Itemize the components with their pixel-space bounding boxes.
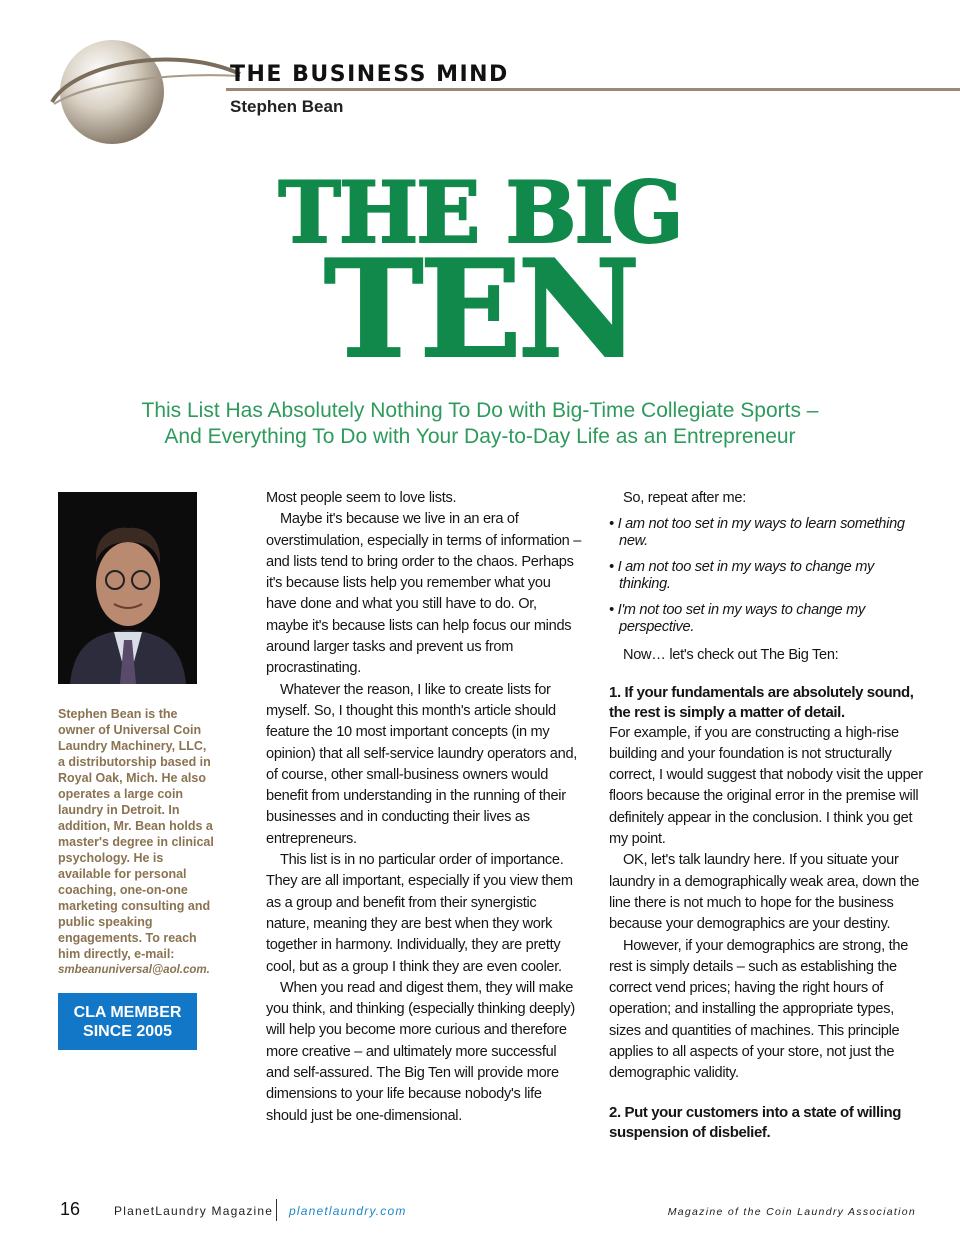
footer-divider bbox=[276, 1199, 277, 1221]
subtitle-line1: This List Has Absolutely Nothing To Do with Big-Time Collegiate Sports – bbox=[141, 399, 819, 422]
bullet-item: • I am not too set in my ways to change my thinking. bbox=[609, 559, 875, 593]
bio-text: Stephen Bean is the owner of Universal Coin Laundry Machinery, LLC, a distributorship based in Royal Oak, Mich. He also operates a large coin laundry in Detroit. In addition, Mr. Bean holds a master's degree in clinical psychology. He is available for personal coaching, one-on-one marketing consulting and public speaking engagements. To reach him directly, e-mail: bbox=[58, 707, 214, 961]
author-byline: Stephen Bean bbox=[230, 97, 344, 116]
point-2-heading: 2. Put your customers into a state of willing suspension of disbelief. bbox=[609, 1103, 902, 1141]
paragraph: This list is in no particular order of importance. They are all important, especially if you view them as a group and benefit from their synergistic nature, meaning they are best when they work together in harmony. Individually, they are pretty cool, but as a group I think they are even cooler. bbox=[266, 852, 573, 975]
article-subtitle bbox=[60, 398, 900, 450]
paragraph: Most people seem to love lists. bbox=[266, 490, 457, 506]
footer-magazine-name: PlanetLaundry Magazine bbox=[114, 1204, 274, 1218]
point-1-heading: 1. If your fundamentals are absolutely sound, the rest is simply a matter of detail. bbox=[609, 683, 914, 721]
badge-line2: SINCE 2005 bbox=[83, 1022, 172, 1040]
bullet-item: • I am not too set in my ways to learn something new. bbox=[609, 516, 905, 550]
footer-association: Magazine of the Coin Laundry Association bbox=[667, 1206, 916, 1218]
page-number: 16 bbox=[60, 1199, 81, 1219]
paragraph: OK, let's talk laundry here. If you situate your laundry in a demographically weak area, down the line there is not much to hope for the business because your demographics are your destiny. bbox=[609, 852, 920, 933]
section-title: THE BUSINESS MIND bbox=[230, 62, 509, 87]
author-bio bbox=[58, 706, 216, 978]
body-column-middle bbox=[266, 488, 582, 1127]
cla-member-badge bbox=[58, 993, 197, 1050]
bio-email[interactable]: smbeanuniversal@aol.com. bbox=[58, 964, 210, 976]
paragraph: Maybe it's because we live in an era of overstimulation, especially in terms of information – and lists tend to bring order to the chaos. Perhaps it's because lists help you remember what you have done and what you still have to do. Or, maybe it's because lists can help focus our minds around larger tasks and prevent us from procrastinating. bbox=[266, 511, 582, 677]
bullet-item: • I'm not too set in my ways to change my perspective. bbox=[609, 602, 865, 636]
header-rule bbox=[226, 88, 960, 91]
badge-line1: CLA MEMBER bbox=[73, 1003, 182, 1021]
paragraph: For example, if you are constructing a high-rise building and your foundation is not structurally correct, I would suggest that nobody visit the upper floors because the original error in the premise will definitely appear in the conclusion. I think you get my point. bbox=[609, 724, 923, 848]
paragraph: Whatever the reason, I like to create lists for myself. So, I thought this month's article should feature the 10 most important concepts (in my opinion) that all self-service laundry operators and, of course, other small-business owners would benefit from understanding in the running of their businesses and in conducting their lives as entrepreneurs. bbox=[266, 681, 578, 847]
footer-url-link[interactable]: planetlaundry.com bbox=[289, 1204, 407, 1218]
paragraph: However, if your demographics are strong, the rest is simply details – such as establishing the correct vend prices; having the right hours of operation; and installing the appropriate types, sizes and quantities of machines. This principle applies to all aspects of your store, not just the demographic validity. bbox=[609, 937, 909, 1082]
article-title-line2: TEN bbox=[323, 230, 637, 388]
body-column-right bbox=[609, 488, 927, 1143]
planet-logo-icon bbox=[44, 24, 244, 154]
subtitle-line2: And Everything To Do with Your Day-to-Day Life as an Entrepreneur bbox=[164, 425, 796, 448]
paragraph: When you read and digest them, they will make you think, and thinking (especially thinking deeply) will help you become more curious and therefore more creative – and ultimately more successful and self-assured. The Big Ten will provide more dimensions to your life because nobody's life should just be one-dimensional. bbox=[266, 979, 575, 1124]
paragraph: Now… let's check out The Big Ten: bbox=[623, 647, 839, 664]
article-title-line1: THE BIG bbox=[278, 163, 682, 262]
paragraph: So, repeat after me: bbox=[623, 490, 746, 506]
author-photo bbox=[58, 492, 197, 684]
